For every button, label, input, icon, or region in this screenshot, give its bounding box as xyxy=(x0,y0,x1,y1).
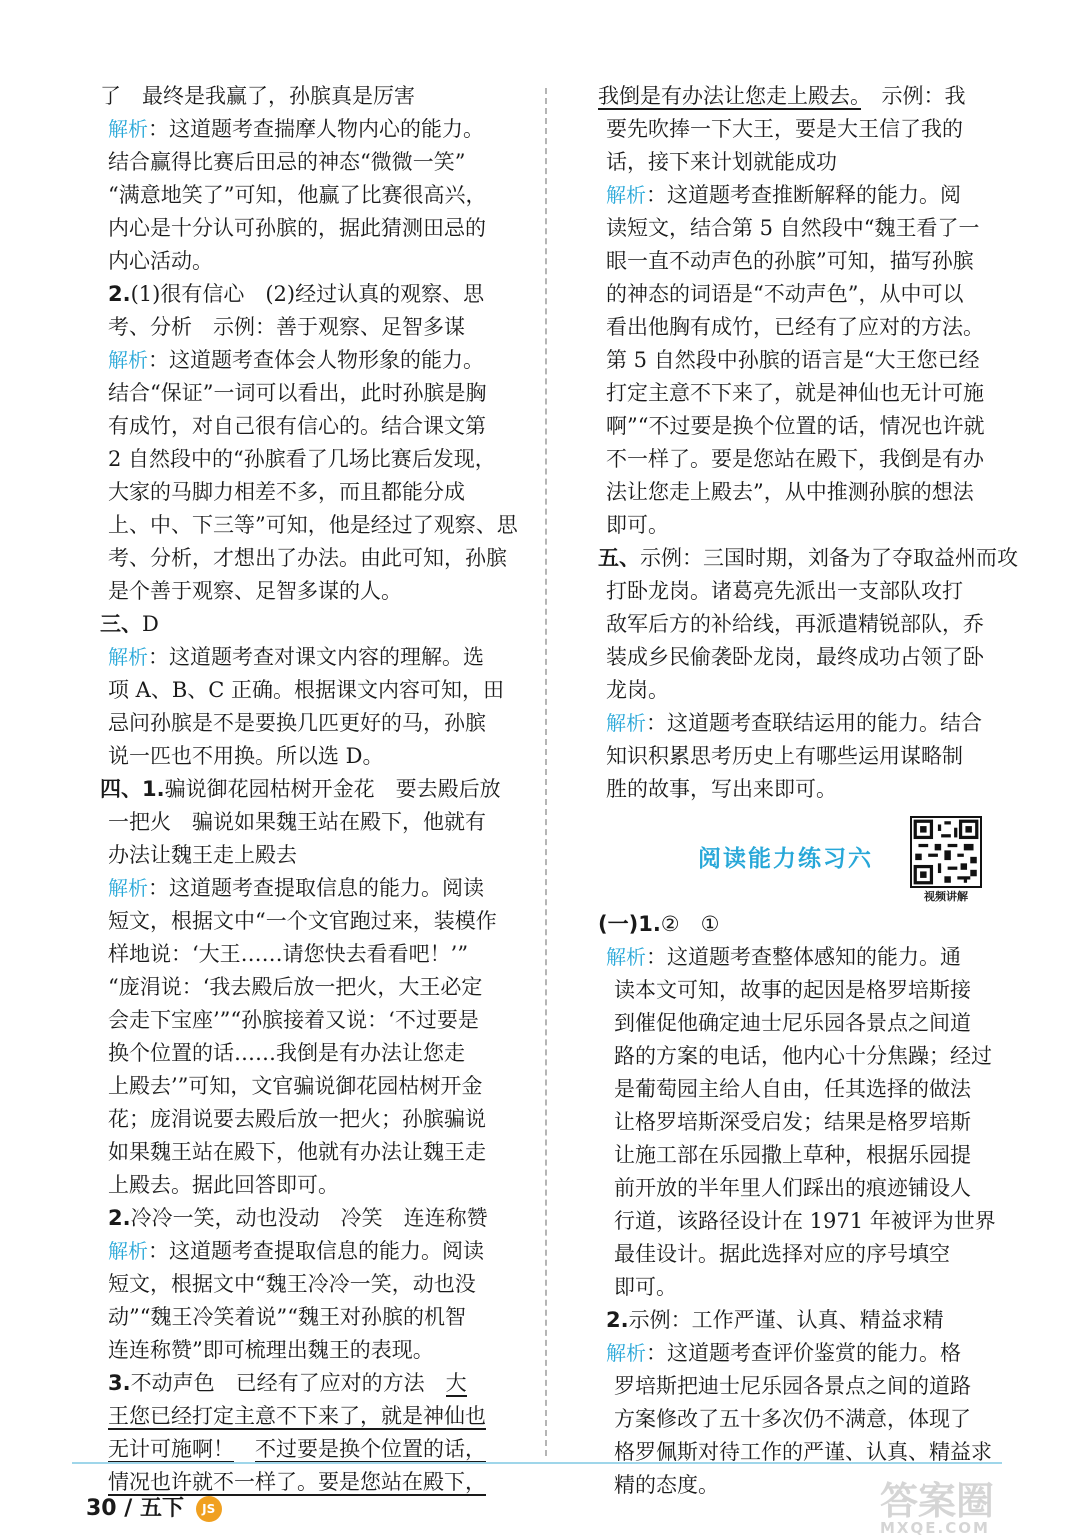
text-run: 上、中、下三等”可知，他是经过了观察、思 xyxy=(108,513,518,537)
text-line xyxy=(598,1106,1018,1139)
text-run: 结合赢得比赛后田忌的神态“微微一笑” xyxy=(108,150,466,174)
text-line xyxy=(100,1367,522,1400)
text-line xyxy=(100,1136,522,1169)
text-line xyxy=(598,1007,1018,1040)
section-header xyxy=(598,812,1018,904)
text-run: ：这道题考查揣摩人物内心的能力。 xyxy=(148,117,484,141)
analysis-tag: 解析 xyxy=(108,348,148,372)
text-line xyxy=(100,740,522,773)
text-run: ：这道题考查提取信息的能力。阅读 xyxy=(148,876,484,900)
text-run: 说一匹也不用换。所以选 D。 xyxy=(108,744,384,768)
text-line xyxy=(100,674,522,707)
text-run: 龙岗。 xyxy=(606,678,669,702)
text-run xyxy=(234,1437,255,1461)
text-run: 内心活动。 xyxy=(108,249,213,273)
text-line xyxy=(100,1037,522,1070)
text-run: 读本文可知，故事的起因是格罗培斯接 xyxy=(614,978,971,1002)
text-run: 短文，根据文中“一个文官跑过来，装模作 xyxy=(108,909,497,933)
page-footer xyxy=(86,1492,222,1526)
underlined-text: 大 xyxy=(445,1371,467,1395)
text-line xyxy=(598,740,1018,773)
text-run: ② ① xyxy=(660,912,720,936)
text-run: 装成乡民偷袭卧龙岗，最终成功占领了卧 xyxy=(606,645,984,669)
text-run: 精的态度。 xyxy=(614,1473,719,1497)
text-line xyxy=(598,377,1018,410)
text-run: “庞涓说：‘我去殿后放一把火，大王必定 xyxy=(108,975,483,999)
text-line xyxy=(598,908,1018,941)
text-line xyxy=(598,146,1018,179)
text-line xyxy=(598,1238,1018,1271)
text-line xyxy=(100,476,522,509)
analysis-tag: 解析 xyxy=(108,117,148,141)
watermark-url: MXQE.COM xyxy=(880,1519,990,1537)
item-number: 1. xyxy=(638,912,661,936)
text-line xyxy=(100,707,522,740)
text-line xyxy=(100,1268,522,1301)
text-line xyxy=(598,1337,1018,1370)
text-line xyxy=(100,509,522,542)
analysis-tag: 解析 xyxy=(108,1239,148,1263)
text-run: 示例：三国时期，刘备为了夺取益州而攻 xyxy=(640,546,1018,570)
text-run: 格罗佩斯对待工作的严谨、认真、精益求 xyxy=(614,1440,992,1464)
text-line xyxy=(100,278,522,311)
text-line xyxy=(100,179,522,212)
text-run: 让格罗培斯深受启发；结果是格罗培斯 xyxy=(614,1110,971,1134)
text-line xyxy=(100,1103,522,1136)
text-run: 一把火 骗说如果魏王站在殿下，他就有 xyxy=(108,810,486,834)
text-line xyxy=(598,212,1018,245)
section-number: 五、 xyxy=(598,546,640,570)
text-line xyxy=(100,80,522,113)
text-run: 上殿去。据此回答即可。 xyxy=(108,1173,339,1197)
text-line xyxy=(598,1370,1018,1403)
text-run: 有成竹，对自己很有信心的。结合课文第 xyxy=(108,414,486,438)
text-run: 罗培斯把迪士尼乐园各景点之间的道路 xyxy=(614,1374,971,1398)
js-badge-icon: JS xyxy=(196,1496,222,1522)
text-line xyxy=(598,773,1018,806)
text-run: 示例：我 xyxy=(860,84,966,108)
right-bottom-answers xyxy=(598,908,1018,1502)
text-run: 连连称赞”即可梳理出魏王的表现。 xyxy=(108,1338,434,1362)
analysis-tag: 解析 xyxy=(108,876,148,900)
text-run: ：这道题考查评价鉴赏的能力。格 xyxy=(646,1341,961,1365)
underlined-text: 不过要是换个位置的话， xyxy=(255,1437,486,1461)
text-run: 不一样了。要是您站在殿下，我倒是有办 xyxy=(606,447,984,471)
text-run: 要先吹捧一下大王，要是大王信了我的 xyxy=(606,117,963,141)
text-run: 胜的故事，写出来即可。 xyxy=(606,777,837,801)
text-run: 话，接下来计划就能成功 xyxy=(606,150,837,174)
text-line xyxy=(598,443,1018,476)
text-run: 上殿去’”可知，文官骗说御花园枯树开金 xyxy=(108,1074,483,1098)
text-run: 前开放的半年里人们踩出的痕迹铺设人 xyxy=(614,1176,971,1200)
text-run: 即可。 xyxy=(614,1275,677,1299)
text-line xyxy=(598,410,1018,443)
text-run: ：这道题考查提取信息的能力。阅读 xyxy=(148,1239,484,1263)
text-line xyxy=(598,1172,1018,1205)
text-line xyxy=(100,311,522,344)
text-line xyxy=(100,113,522,146)
item-number: 2. xyxy=(606,1308,629,1332)
text-line xyxy=(598,941,1018,974)
text-line xyxy=(598,509,1018,542)
text-line xyxy=(598,641,1018,674)
text-line xyxy=(598,1403,1018,1436)
text-run: 忌问孙膑是不是要换几匹更好的马，孙膑 xyxy=(108,711,486,735)
text-line xyxy=(100,245,522,278)
item-number: 2. xyxy=(108,1206,131,1230)
text-line xyxy=(100,839,522,872)
item-number: 1. xyxy=(142,777,165,801)
text-line xyxy=(100,872,522,905)
underlined-text: 我倒是有办法让您走上殿去。 xyxy=(598,84,861,108)
watermark-text: 答案圈 xyxy=(880,1479,995,1523)
text-run: 是葡萄园主给人自由，任其选择的做法 xyxy=(614,1077,971,1101)
item-number: 3. xyxy=(108,1371,131,1395)
footer-separator: / xyxy=(124,1496,133,1521)
text-run: 骗说御花园枯树开金花 要去殿后放 xyxy=(164,777,501,801)
text-line xyxy=(100,575,522,608)
section-number: 三、 xyxy=(100,612,142,636)
text-run: “满意地笑了”可知，他赢了比赛很高兴， xyxy=(108,183,487,207)
text-run: 第 5 自然段中孙膑的语言是“大王您已经 xyxy=(606,348,980,372)
item-number: 2. xyxy=(108,282,131,306)
text-line xyxy=(598,476,1018,509)
text-run: 方案修改了五十多次仍不满意，体现了 xyxy=(614,1407,971,1431)
text-run: 短文，根据文中“魏王冷冷一笑，动也没 xyxy=(108,1272,476,1296)
text-run: 冷冷一笑，动也没动 冷笑 连连称赞 xyxy=(130,1206,488,1230)
analysis-tag: 解析 xyxy=(108,645,148,669)
text-run: ：这道题考查体会人物形象的能力。 xyxy=(148,348,484,372)
text-line xyxy=(100,1004,522,1037)
text-run: 示例：工作严谨、认真、精益求精 xyxy=(628,1308,944,1332)
text-line xyxy=(598,1040,1018,1073)
analysis-tag: 解析 xyxy=(606,711,646,735)
text-line xyxy=(598,1139,1018,1172)
section-number: 四、 xyxy=(100,777,142,801)
text-line xyxy=(598,344,1018,377)
text-line xyxy=(598,1436,1018,1469)
text-line xyxy=(100,1235,522,1268)
text-run: 看出他胸有成竹，已经有了应对的方法。 xyxy=(606,315,984,339)
text-line xyxy=(598,542,1018,575)
text-line xyxy=(100,1400,522,1433)
text-run: 换个位置的话……我倒是有办法让您走 xyxy=(108,1041,465,1065)
text-run: 法让您走上殿去”，从中推测孙膑的想法 xyxy=(606,480,974,504)
text-run: 会走下宝座’”“孙膑接着又说：‘不过要是 xyxy=(108,1008,479,1032)
text-line xyxy=(100,806,522,839)
text-run: 行道，该路径设计在 1971 年被评为世界 xyxy=(614,1209,996,1233)
text-run: 动”“魏王冷笑着说”“魏王对孙膑的机智 xyxy=(108,1305,466,1329)
text-line xyxy=(598,80,1018,113)
right-column xyxy=(598,80,1018,1502)
text-run: 即可。 xyxy=(606,513,669,537)
text-line xyxy=(598,113,1018,146)
column-divider xyxy=(545,88,547,1456)
section-title: 阅读能力练习六 xyxy=(698,846,873,872)
text-run: 眼一直不动声色的孙膑”可知，描写孙膑 xyxy=(606,249,974,273)
text-line xyxy=(598,575,1018,608)
text-run: 考、分析 示例：善于观察、足智多谋 xyxy=(108,315,465,339)
text-line xyxy=(598,608,1018,641)
right-top-answers xyxy=(598,80,1018,806)
text-run: ：这道题考查联结运用的能力。结合 xyxy=(646,711,982,735)
text-line xyxy=(100,971,522,1004)
text-line xyxy=(598,974,1018,1007)
text-run: 打定主意不下来了，就是神仙也无计可施 xyxy=(606,381,984,405)
text-line xyxy=(598,245,1018,278)
text-run: (1)很有信心 (2)经过认真的观察、思 xyxy=(130,282,485,306)
text-run: 考、分析，才想出了办法。由此可知，孙膑 xyxy=(108,546,507,570)
text-line xyxy=(598,1073,1018,1106)
text-line xyxy=(100,1070,522,1103)
qr-label: 视频讲解 xyxy=(924,890,968,903)
text-run: 样地说：‘大王……请您快去看看吧！’” xyxy=(108,942,469,966)
underlined-text: 王您已经打定主意不下来了，就是神仙也 xyxy=(108,1404,486,1428)
page-number: 30 xyxy=(86,1496,117,1521)
text-run: 到催促他确定迪士尼乐园各景点之间道 xyxy=(614,1011,971,1035)
text-line xyxy=(100,1334,522,1367)
text-run: ：这道题考查推断解释的能力。阅 xyxy=(646,183,961,207)
text-line xyxy=(100,212,522,245)
text-run: 敌军后方的补给线，再派遣精锐部队，乔 xyxy=(606,612,984,636)
text-line xyxy=(100,608,522,641)
analysis-tag: 解析 xyxy=(606,1341,646,1365)
text-line xyxy=(100,542,522,575)
text-run: 让施工部在乐园撒上草种，根据乐园提 xyxy=(614,1143,971,1167)
text-line xyxy=(100,773,522,806)
text-run: 如果魏王站在殿下，他就有办法让魏王走 xyxy=(108,1140,486,1164)
text-run: 是个善于观察、足智多谋的人。 xyxy=(108,579,402,603)
text-run: 办法让魏王走上殿去 xyxy=(108,843,297,867)
text-run: 了 最终是我赢了，孙膑真是厉害 xyxy=(100,84,415,108)
text-line xyxy=(100,1202,522,1235)
text-line xyxy=(100,641,522,674)
text-run: 2 自然段中的“孙膑看了几场比赛后发现， xyxy=(108,447,496,471)
text-run: 的神态的词语是“不动声色”，从中可以 xyxy=(606,282,964,306)
text-line xyxy=(100,1169,522,1202)
text-line xyxy=(100,938,522,971)
underlined-text: 情况也许就不一样了。要是您站在殿下， xyxy=(108,1470,486,1494)
text-run: ：这道题考查对课文内容的理解。选 xyxy=(148,645,484,669)
analysis-tag: 解析 xyxy=(606,945,646,969)
text-run: 路的方案的电话，他内心十分焦躁；经过 xyxy=(614,1044,992,1068)
grade-label: 五下 xyxy=(140,1496,185,1521)
text-line xyxy=(598,179,1018,212)
text-run: D xyxy=(142,612,159,636)
text-run: 读短文，结合第 5 自然段中“魏王看了一 xyxy=(606,216,980,240)
text-line xyxy=(598,674,1018,707)
text-run: 不动声色 已经有了应对的方法 xyxy=(130,1371,446,1395)
text-line xyxy=(598,1271,1018,1304)
text-run: 知识积累思考历史上有哪些运用谋略制 xyxy=(606,744,963,768)
text-line xyxy=(598,278,1018,311)
underlined-text: 无计可施啊！ xyxy=(108,1437,234,1461)
text-line xyxy=(100,410,522,443)
footer-rule xyxy=(72,1462,1002,1464)
text-line xyxy=(100,905,522,938)
text-line xyxy=(598,707,1018,740)
text-run: 打卧龙岗。诸葛亮先派出一支部队攻打 xyxy=(606,579,963,603)
text-line xyxy=(100,1301,522,1334)
text-run: 内心是十分认可孙膑的，据此猜测田忌的 xyxy=(108,216,486,240)
section-number: (一) xyxy=(598,912,639,936)
text-line xyxy=(100,377,522,410)
text-run: 啊”“不过要是换个位置的话，情况也许就 xyxy=(606,414,985,438)
watermark-logo xyxy=(880,1470,1030,1537)
text-run: 项 A、B、C 正确。根据课文内容可知，田 xyxy=(108,678,505,702)
text-line xyxy=(100,146,522,179)
left-column xyxy=(100,80,522,1499)
text-line xyxy=(598,311,1018,344)
text-run: ：这道题考查整体感知的能力。通 xyxy=(646,945,961,969)
text-line xyxy=(598,1205,1018,1238)
text-run: 花；庞涓说要去殿后放一把火；孙膑骗说 xyxy=(108,1107,486,1131)
text-run: 最佳设计。据此选择对应的序号填空 xyxy=(614,1242,950,1266)
text-run: 大家的马脚力相差不多，而且都能分成 xyxy=(108,480,465,504)
text-line xyxy=(100,344,522,377)
text-line xyxy=(598,1304,1018,1337)
qr-code-icon[interactable] xyxy=(910,816,982,888)
text-run: 结合“保证”一词可以看出，此时孙膑是胸 xyxy=(108,381,487,405)
analysis-tag: 解析 xyxy=(606,183,646,207)
text-line xyxy=(100,443,522,476)
